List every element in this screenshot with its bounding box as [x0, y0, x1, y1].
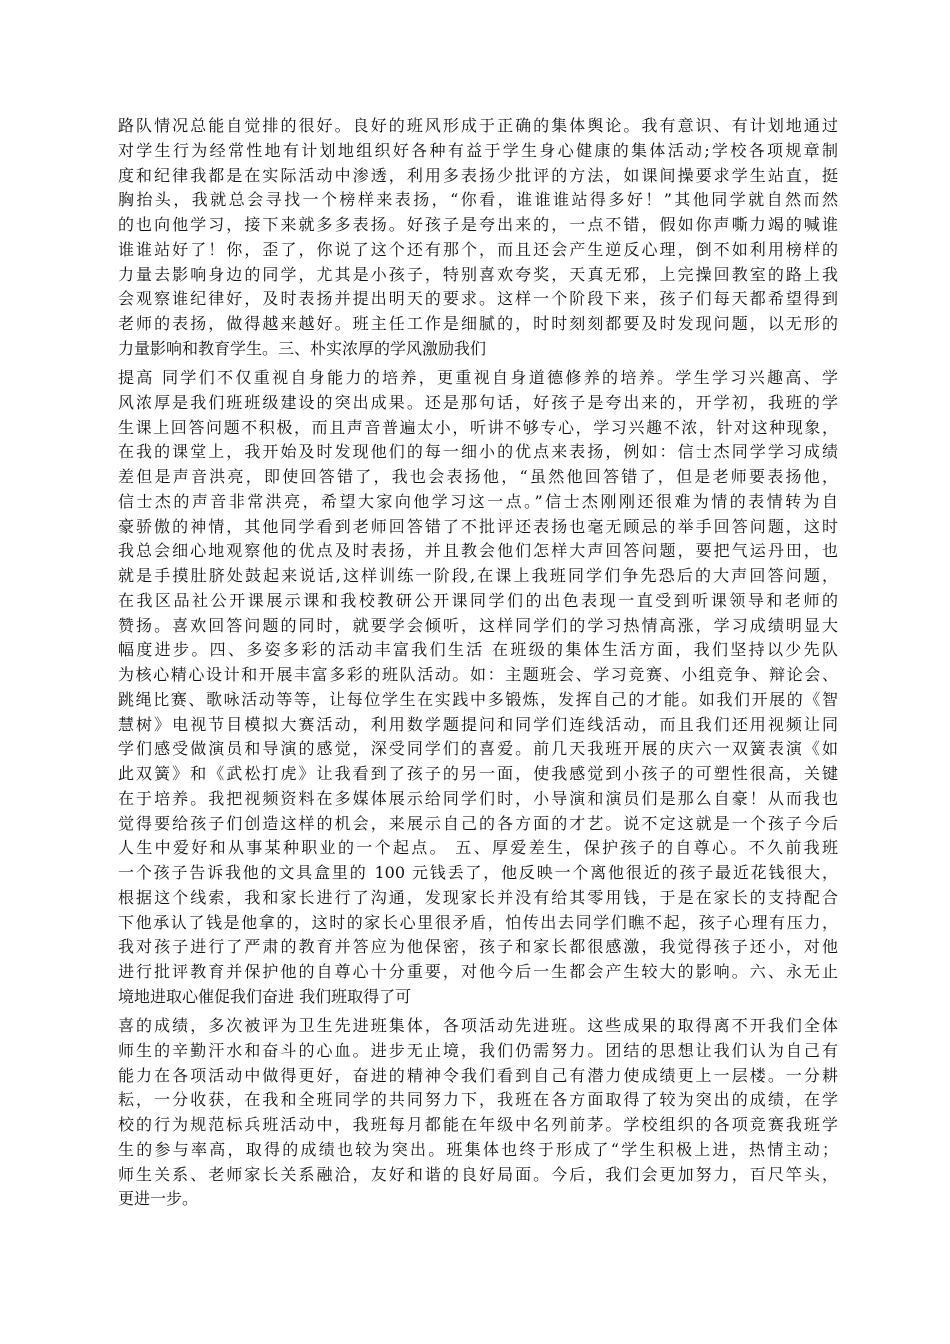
text-line: 路队情况总能自觉排的很好。良好的班风形成于正确的集体舆论。我有意识、有计划地通过 — [118, 116, 838, 135]
text-line: 信士杰的声音非常洪亮，希望大家向他学习这一点。”信士杰刚刚还很难为情的表情转为自 — [118, 491, 838, 511]
text-line: 一个孩子告诉我他的文具盒里的 100 元钱丢了，他反映一个离他很近的孩子最近花钱很大， — [118, 863, 838, 882]
text-line: 更进一步。 — [118, 1189, 199, 1209]
text-line: 在我区品社公开课展示课和我校教研公开课同学们的出色表现一直受到听课领导和老师的 — [118, 590, 838, 610]
text-line: 生课上回答问题不积极，而且声音普遍太小，听讲不够专心，学习兴趣不浓，针对这种现象， — [118, 417, 838, 437]
text-line: 生的参与率高，取得的成绩也较为突出。班集体也终于形成了“学生积极上进，热情主动； — [118, 1139, 838, 1159]
text-line: 我对孩子进行了严肃的教育并答应为他保密，孩子和家长都很感激，我觉得孩子还小，对他 — [118, 937, 838, 957]
text-line: 幅度进步。四、多姿多彩的活动丰富我们生活 在班级的集体生活方面，我们坚持以少先队 — [118, 640, 838, 660]
text-line: 为核心精心设计和开展丰富多彩的班队活动。如：主题班会、学习竞赛、小组竞争、辩论会、 — [118, 665, 838, 684]
text-line: 豪骄傲的神情，其他同学看到老师回答错了不批评还表扬也毫无顾忌的举手回答问题，这时 — [118, 516, 838, 536]
text-line: 就是手摸肚脐处鼓起来说话,这样训练一阶段,在课上我班同学们争先恐后的大声回答问题， — [118, 566, 838, 585]
text-line: 的也向他学习，接下来就多多表扬。好孩子是夸出来的，一点不错，假如你声嘶力竭的喊谁 — [118, 215, 838, 234]
text-line: 人生中爱好和从事某种职业的一个起点。 五、厚爱差生，保护孩子的自尊心。不久前我班 — [118, 838, 838, 858]
text-line: 在我的课堂上，我开始及时发现他们的每一细小的优点来表扬，例如：信士杰同学学习成绩 — [118, 442, 838, 462]
text-line: 根据这个线索，我和家长进行了沟通，发现家长并没有给其零用钱，于是在家长的支持配合 — [118, 887, 838, 907]
text-line: 师生关系、老师家长关系融洽，友好和谐的良好局面。今后，我们会更加努力，百尺竿头， — [118, 1164, 838, 1184]
text-line: 赞扬。喜欢回答问题的同时，就要学会倾听，这样同学们的学习热情高涨，学习成绩明显大 — [118, 615, 838, 635]
text-line: 度和纪律我都是在实际活动中渗透，利用多表扬少批评的方法，如课间操要求学生站直，挺 — [118, 165, 838, 185]
text-line: 风浓厚是我们班班级建设的突出成果。还是那句话，好孩子是夸出来的，开学初，我班的学 — [118, 392, 838, 412]
text-line: 我总会细心地观察他的优点及时表扬，并且教会他们怎样大声回答问题，要把气运丹田，也 — [118, 541, 838, 561]
text-line: 此双簧》和《武松打虎》让我看到了孩子的另一面，使我感觉到小孩子的可塑性很高，关键 — [118, 764, 838, 783]
text-line: 提高 同学们不仅重视自身能力的培养，更重视自身道德修养的培养。学生学习兴趣高、学 — [118, 368, 838, 387]
text-line: 学们感受做演员和导演的感觉，深受同学们的喜爱。前几天我班开展的庆六一双簧表演《如 — [118, 739, 838, 759]
text-line: 下他承认了钱是他拿的，这时的家长心里很矛盾，怕传出去同学们瞧不起，孩子心理有压力， — [118, 912, 838, 932]
paragraph-2 — [118, 366, 838, 1010]
text-line: 耘，一分收获，在我和全班同学的共同努力下，我班在各方面取得了较为突出的成绩，在学 — [118, 1090, 838, 1110]
text-line: 校的行为规范标兵班活动中，我班每月都能在年级中名列前茅。学校组织的各项竞赛我班学 — [118, 1115, 838, 1134]
text-line: 喜的成绩，多次被评为卫生先进班集体，各项活动先进班。这些成果的取得离不开我们全体 — [118, 1016, 838, 1035]
text-line: 在于培养。我把视频资料在多媒体展示给同学们时，小导演和演员们是那么自豪！从而我也 — [118, 788, 838, 808]
text-line: 力量去影响身边的同学，尤其是小孩子，特别喜欢夸奖，天真无邪，上完操回教室的路上我 — [118, 264, 838, 284]
paragraph-1 — [118, 114, 838, 362]
text-line: 会观察谁纪律好，及时表扬并提出明天的要求。这样一个阶段下来，孩子们每天都希望得到 — [118, 289, 838, 309]
text-line: 谁谁站好了！你，歪了，你说了这个还有那个，而且还会产生逆反心理，倒不如利用榜样的 — [118, 239, 838, 259]
text-line: 力量影响和教育学生。三、朴实浓厚的学风激励我们 — [118, 338, 487, 358]
text-line: 能力在各项活动中做得更好，奋进的精神令我们看到自己有潜力使成绩更上一层楼。一分耕 — [118, 1065, 838, 1085]
text-line: 境地进取心催促我们奋进 我们班取得了可 — [118, 986, 412, 1006]
text-line: 慧树》电视节目模拟大赛活动，利用数学题提问和同学们连线活动，而且我们还用视频让同 — [118, 714, 838, 734]
text-line: 跳绳比赛、歌咏活动等等，让每位学生在实践中多锻炼，发挥自己的才能。如我们开展的《智 — [118, 689, 838, 709]
text-line: 师生的辛勤汗水和奋斗的心血。进步无止境，我们仍需努力。团结的思想让我们认为自己有 — [118, 1040, 838, 1060]
text-line: 觉得要给孩子们创造这样的机会，来展示自己的各方面的才艺。说不定这就是一个孩子今后 — [118, 813, 838, 833]
text-line: 差但是声音洪亮，即使回答错了，我也会表扬他，“虽然他回答错了，但是老师要表扬他， — [118, 467, 838, 486]
paragraph-3 — [118, 1014, 838, 1212]
text-line: 进行批评教育并保护他的自尊心十分重要，对他今后一生都会产生较大的影响。六、永无止 — [118, 962, 838, 981]
text-line: 老师的表扬，做得越来越好。班主任工作是细腻的，时时刻刻都要及时发现问题，以无形的 — [118, 314, 838, 333]
text-line: 对学生行为经常性地有计划地组织好各种有益于学生身心健康的集体活动;学校各项规章制 — [118, 140, 838, 160]
text-line: 胸抬头，我就总会寻找一个榜样来表扬，“你看，谁谁谁站得多好！”其他同学就自然而然 — [118, 190, 838, 210]
